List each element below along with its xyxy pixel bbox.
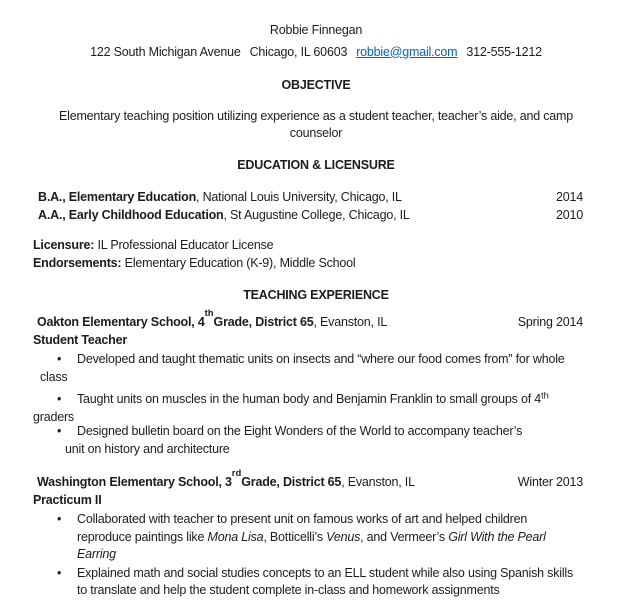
bullet-continuation — [33, 529, 599, 547]
degree-row-aa — [33, 207, 599, 225]
bullet-icon: • — [57, 565, 62, 580]
bullet-continuation: graders — [33, 409, 74, 424]
bullet-text: , and Vermeer’s — [360, 529, 449, 544]
degree-title: B.A., Elementary Education — [38, 190, 197, 204]
job-role: Student Teacher — [33, 332, 128, 347]
bullet-icon: • — [57, 424, 62, 438]
artwork-title: Venus — [326, 529, 361, 544]
bullet-text: , Botticelli’s — [263, 529, 327, 544]
degree-year: 2014 — [555, 190, 583, 204]
address-street: 122 South Michigan Avenue — [90, 44, 241, 59]
school-grade-district: Grade, District 65 — [241, 475, 342, 489]
job-role: Practicum II — [33, 492, 102, 507]
bullet-text: Taught units on muscles in the human body and Benjamin Franklin to small groups of 4 — [77, 392, 542, 406]
school-name: Washington Elementary School, 3 — [37, 475, 232, 489]
section-heading-objective: OBJECTIVE — [281, 78, 351, 92]
artwork-title: Mona Lisa — [207, 529, 264, 544]
objective-text-line2: counselor — [289, 126, 343, 140]
artwork-title-continuation: Earring — [77, 547, 116, 561]
endorsements-row — [33, 255, 599, 273]
bullet-text: Explained math and social studies concepts to an ELL student while also using Spanish skills — [77, 565, 574, 580]
bullet-icon: • — [57, 392, 62, 406]
bullet-line — [33, 565, 599, 583]
job-date: Winter 2013 — [517, 475, 583, 489]
school-location: , Evanston, IL — [313, 315, 388, 329]
endorsements-value: Elementary Education (K-9), Middle School — [121, 255, 356, 270]
artwork-title: Girl With the Pearl — [448, 529, 546, 544]
degree-title: A.A., Early Childhood Education — [38, 207, 224, 222]
section-heading-experience: TEACHING EXPERIENCE — [243, 288, 389, 302]
address-city: Chicago, IL 60603 — [249, 44, 348, 59]
school-grade-district: Grade, District 65 — [213, 315, 314, 329]
grade-ordinal-suffix: th — [541, 390, 549, 402]
bullet-text: reproduce paintings like — [77, 529, 208, 544]
contact-name: Robbie Finnegan — [269, 23, 363, 37]
school-location: , Evanston, IL — [341, 475, 415, 489]
school-name: Oakton Elementary School, 4 — [37, 315, 205, 329]
email-link[interactable]: robbie@gmail.com — [356, 44, 458, 59]
bullet-text: Collaborated with teacher to present unit on famous works of art and helped children — [77, 512, 528, 526]
degree-institution: , St Augustine College, Chicago, IL — [223, 207, 410, 222]
degree-institution: , National Louis University, Chicago, IL — [196, 190, 402, 204]
job-header-washington — [33, 468, 599, 492]
endorsements-label: Endorsements: — [33, 255, 122, 270]
bullet-continuation: to translate and help the student complete in-class and homework assignments — [77, 583, 500, 597]
phone-number: 312-555-1212 — [466, 44, 542, 59]
licensure-value: IL Professional Educator License — [94, 238, 274, 252]
job-date: Spring 2014 — [517, 315, 583, 329]
licensure-row — [33, 237, 599, 255]
degree-year: 2010 — [555, 207, 583, 222]
bullet-continuation: class — [40, 369, 68, 384]
bullet-text: Designed bulletin board on the Eight Wonders of the World to accompany teacher’s — [77, 424, 523, 438]
bullet-icon: • — [57, 512, 62, 526]
licensure-label: Licensure: — [33, 238, 95, 252]
bullet-line — [33, 423, 599, 441]
grade-ordinal-suffix: th — [204, 308, 214, 319]
grade-ordinal-suffix: rd — [231, 468, 242, 479]
objective-text-line1: Elementary teaching position utilizing experience as a student teacher, teacher’s aide, and camp — [59, 108, 573, 123]
bullet-line — [33, 351, 599, 369]
section-heading-education: EDUCATION & LICENSURE — [237, 157, 395, 172]
bullet-icon: • — [57, 352, 62, 366]
bullet-line — [33, 391, 599, 409]
bullet-text: Developed and taught thematic units on insects and “where our food comes from” for whole — [77, 352, 565, 366]
bullet-continuation: unit on history and architecture — [65, 441, 230, 456]
degree-row-ba — [33, 189, 599, 207]
bullet-line — [33, 511, 599, 529]
job-header-oakton — [33, 308, 599, 332]
contact-info-line — [33, 44, 599, 62]
